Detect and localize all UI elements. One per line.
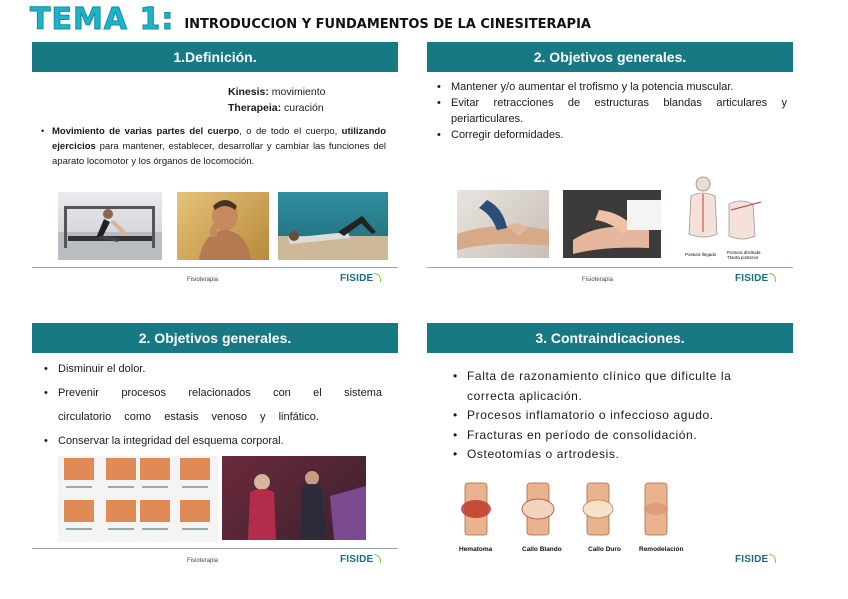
list-item: • Osteotomías o artrodesis. [453, 445, 783, 465]
list-item: • Falta de razonamiento clínico que dificulte la correcta aplicación. [453, 367, 783, 406]
slide-objetivos-2[interactable] [32, 323, 398, 563]
footer-text: Fisioterapia [187, 558, 219, 564]
fiside-logo [735, 554, 776, 565]
tema-title: TEMA 1: [30, 2, 175, 37]
list-item: • Evitar retracciones de estructuras blandas articulares y periarticulares. [437, 95, 787, 127]
hand-therapy-photo [563, 190, 661, 258]
logo-text: FISIDE [340, 554, 374, 565]
objectives-list [44, 357, 382, 453]
group-exercise-photo [222, 456, 366, 540]
definition-text [41, 124, 386, 169]
fiside-logo [340, 554, 381, 565]
footer-text: Fisioterapia [187, 277, 219, 283]
therapeia-term: Therapeia: [228, 102, 282, 114]
list-item: • Conservar la integridad del esquema corporal. [44, 429, 382, 453]
floor-exercise-photo [278, 192, 388, 260]
pilates-photo [58, 192, 162, 260]
slide-title-bar: 2. Objetivos generales. [32, 323, 398, 353]
objectives-list [437, 79, 787, 143]
fiside-logo [340, 273, 381, 284]
footer-divider [427, 267, 793, 268]
slide-contraindicaciones[interactable] [427, 323, 793, 563]
fiside-logo [735, 273, 776, 284]
logo-text: FISIDE [735, 273, 769, 284]
slide-title-bar: 2. Objetivos generales. [427, 42, 793, 72]
kinesis-def: movimiento [271, 86, 326, 98]
posture-caption-right-2: Ttanta posterior [727, 255, 759, 260]
posture-caption-right: Postura distituda [727, 250, 761, 255]
footer-divider [32, 267, 398, 268]
logo-swoosh-icon [769, 273, 776, 282]
contraindications-list [453, 367, 783, 465]
page-header [30, 2, 591, 36]
list-item: • Fracturas en período de consolidación. [453, 426, 783, 446]
definition-text-1: , o de todo el cuerpo, [239, 126, 342, 137]
slide-title-bar: 3. Contraindicaciones. [427, 323, 793, 353]
etymology [228, 84, 325, 116]
kinesis-term: Kinesis: [228, 86, 269, 98]
logo-swoosh-icon [374, 273, 381, 282]
neck-exercise-photo [177, 192, 269, 260]
logo-text: FISIDE [735, 554, 769, 565]
posture-illustration [681, 174, 763, 260]
bullet-icon: • [41, 126, 45, 137]
logo-swoosh-icon [374, 554, 381, 563]
logo-text: FISIDE [340, 273, 374, 284]
leg-massage-photo [457, 190, 549, 258]
slide-title-bar: 1.Definición. [32, 42, 398, 72]
definition-bold-2: utilizando ejercicios [52, 126, 386, 152]
posture-caption-left: Postura llegado [685, 252, 717, 257]
list-item: • Disminuir el dolor. [44, 357, 382, 381]
stage-label: Remodelación [639, 546, 684, 553]
bone-healing-illustration [457, 481, 707, 545]
list-item: • Prevenir procesos relacionados con el sistema circulatorio como estasis venoso y linfático. [44, 381, 382, 429]
definition-bold-1: Movimiento de varias partes del cuerpo [52, 126, 240, 137]
footer-divider [32, 548, 398, 549]
list-item: • Mantener y/o aumentar el trofismo y la potencia muscular. [437, 79, 787, 95]
stage-label: Hematoma [459, 546, 493, 553]
logo-swoosh-icon [769, 554, 776, 563]
footer-text: Fisioterapia [582, 277, 614, 283]
definition-text-2: para mantener, establecer, desarrollar y cambiar las funciones del aparato locomotor y los órganos de locomoción. [52, 141, 386, 167]
exercise-chart-illustration [58, 456, 218, 542]
slide-objetivos-1[interactable] [427, 42, 793, 282]
therapeia-def: curación [284, 102, 324, 114]
stage-label: Callo Duro [588, 546, 621, 553]
stage-label: Callo Blando [522, 546, 562, 553]
list-item: • Corregir deformidades. [437, 127, 787, 143]
tema-subtitle: INTRODUCCION Y FUNDAMENTOS DE LA CINESITERAPIA [184, 17, 591, 32]
list-item: • Procesos inflamatorio o infeccioso agudo. [453, 406, 783, 426]
slide-definicion[interactable] [32, 42, 398, 282]
